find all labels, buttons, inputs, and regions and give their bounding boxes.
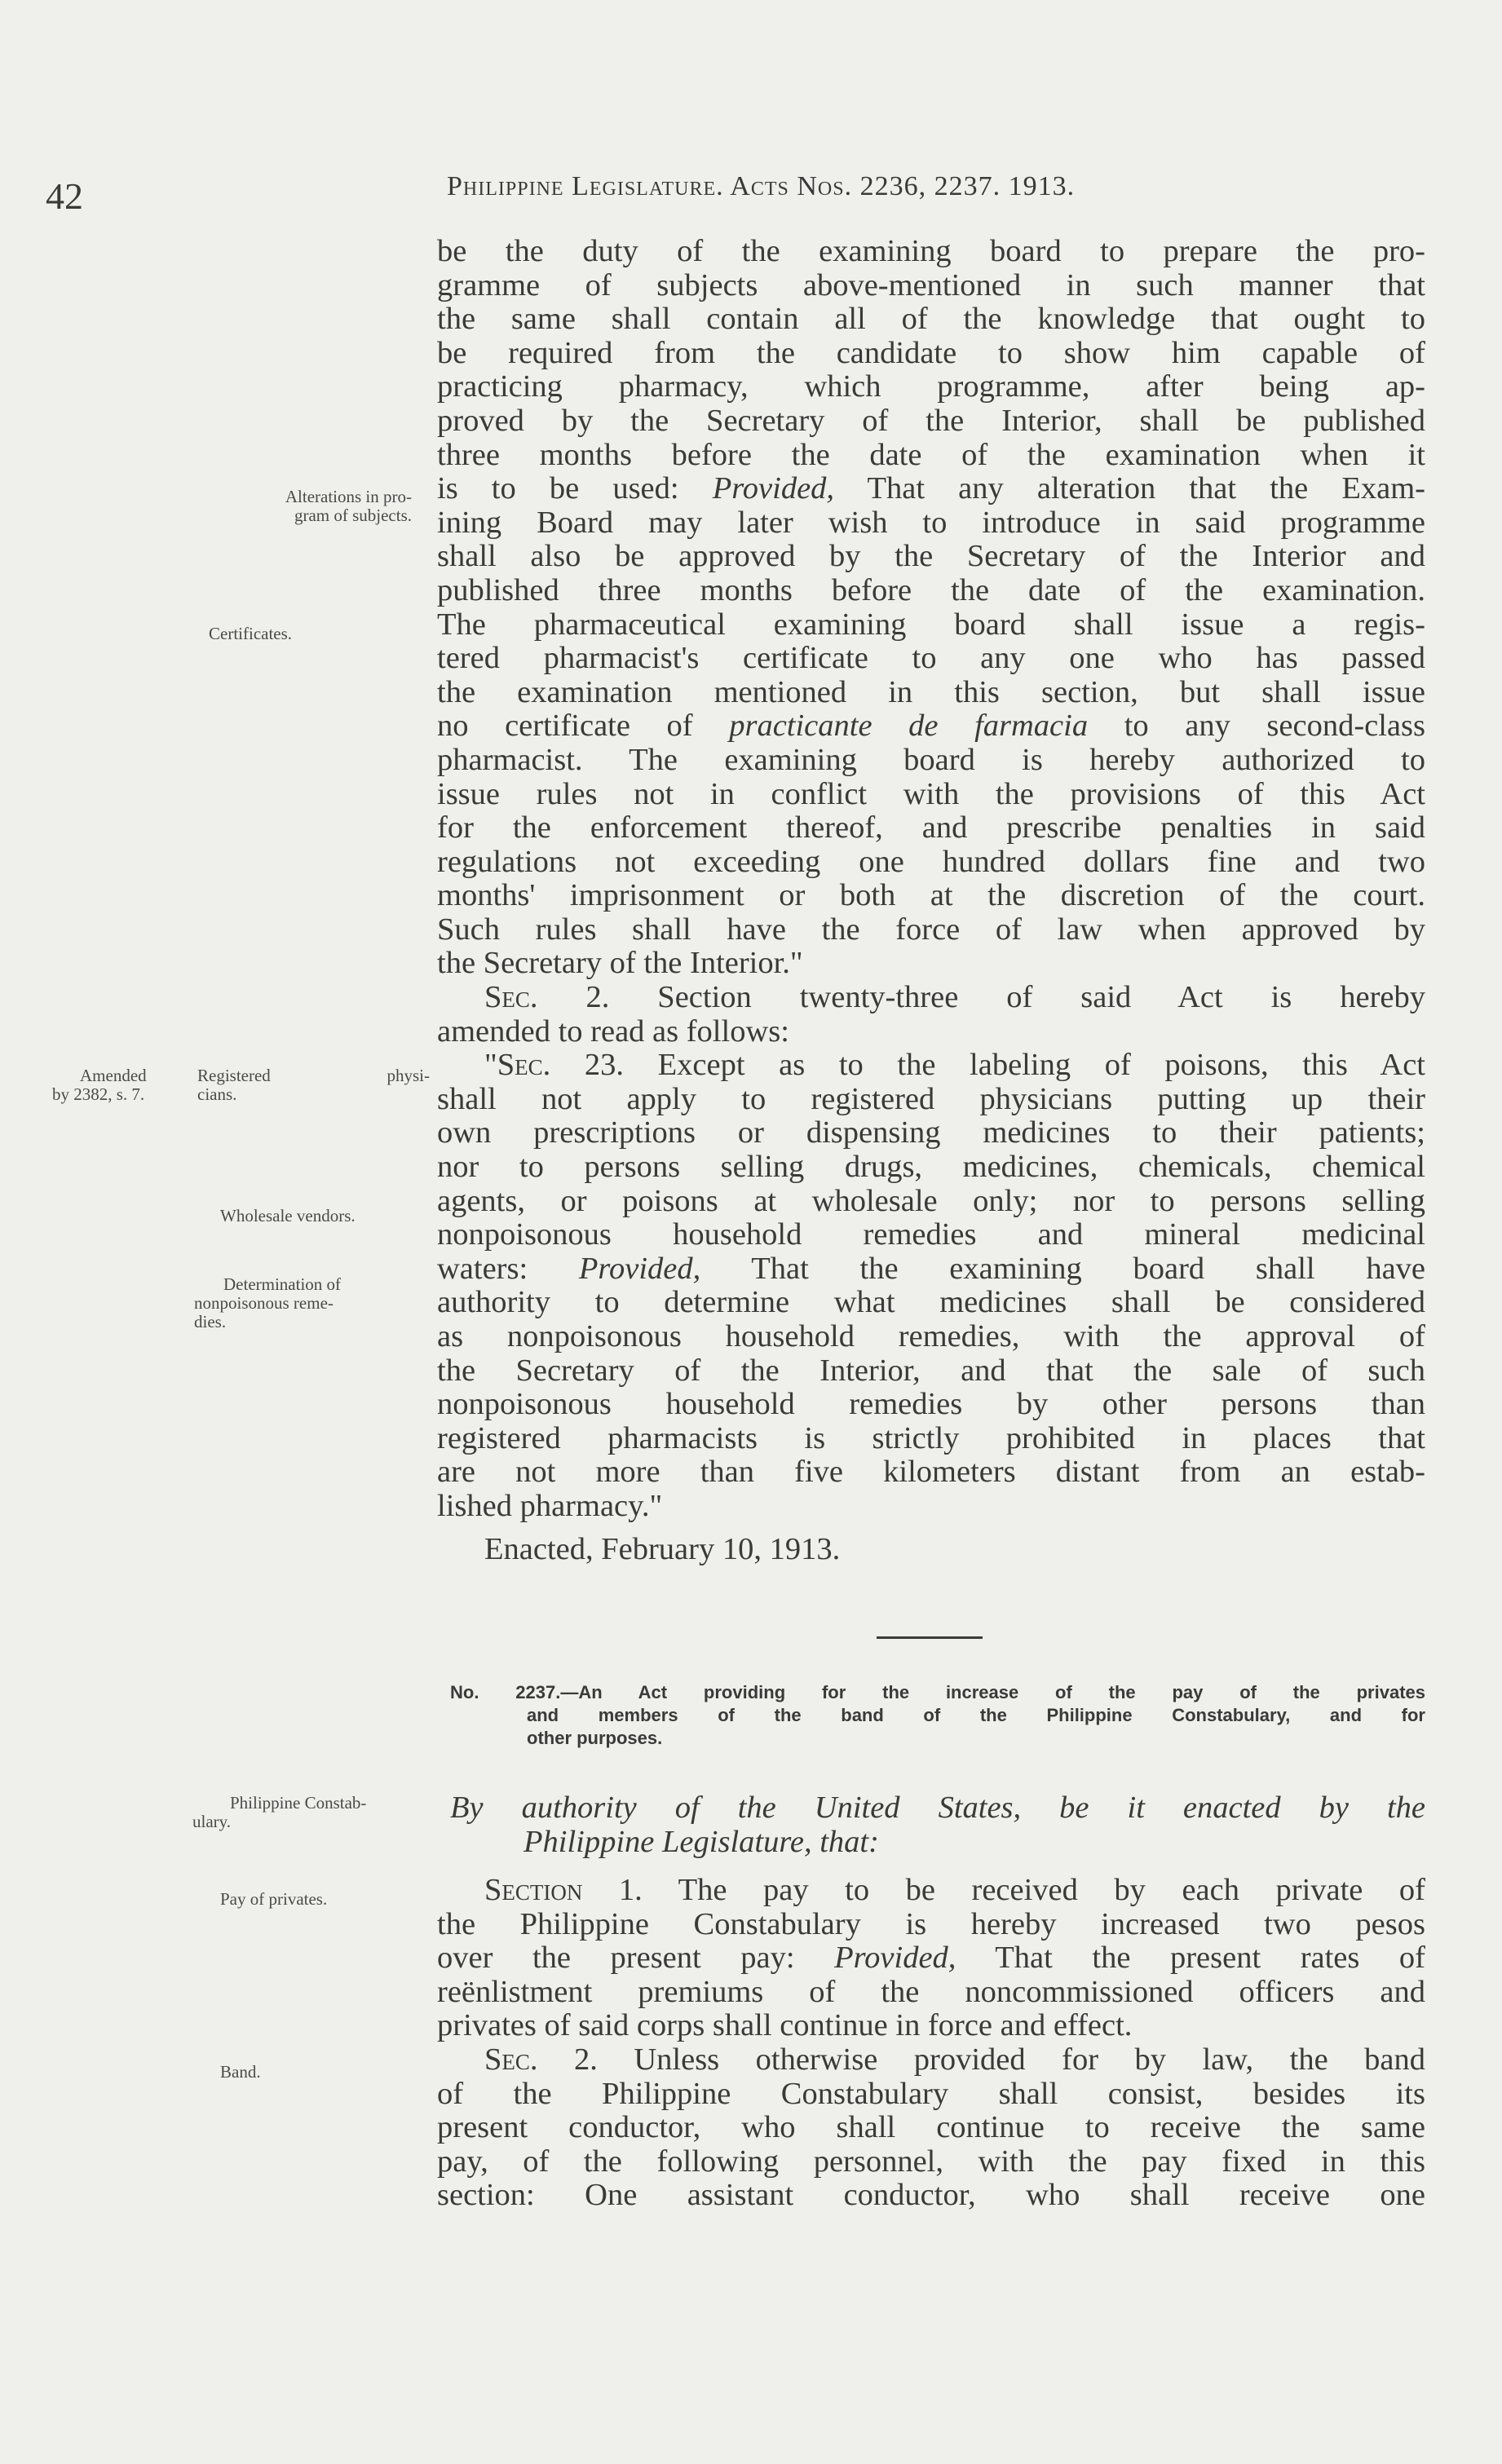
text-line: shall not apply to registered physicians putting up their bbox=[437, 1081, 1425, 1116]
text-line: tered pharmacist's certificate to any one who has passed bbox=[437, 641, 1425, 676]
text-line: the same shall contain all of the knowledge that ought to bbox=[437, 302, 1425, 337]
text-line: privates of said corps shall continue in force and effect. bbox=[437, 2008, 1133, 2043]
margin-note-pay: Pay of privates. bbox=[220, 1889, 328, 1909]
margin-note-alterations: Alterations in pro- gram of subjects. bbox=[285, 487, 412, 525]
text-line: pharmacist. The examining board is hereby authorized to bbox=[437, 742, 1425, 777]
text-line: three months before the date of the examination when it bbox=[437, 437, 1425, 472]
text-line: section: One assistant conductor, who shall receive one bbox=[437, 2178, 1425, 2213]
margin-note-determination: Determination of nonpoisonous reme- dies. bbox=[194, 1274, 342, 1331]
text-line: own prescriptions or dispensing medicines to their patients; bbox=[437, 1115, 1425, 1150]
enacted-date: Enacted, February 10, 1913. bbox=[484, 1532, 841, 1566]
text-line: as nonpoisonous household remedies, with the approval of bbox=[437, 1319, 1425, 1353]
margin-note-certificates: Certificates. bbox=[209, 624, 293, 643]
text-line: no certificate of practicante de farmacia to any second-class bbox=[437, 709, 1425, 744]
running-head: Philippine Legislature. Acts Nos. 2236, 2237. 1913. bbox=[447, 171, 1076, 201]
text-line: proved by the Secretary of the Interior, shall be published bbox=[437, 403, 1425, 438]
text-line: agents, or poisons at wholesale only; nor to persons selling bbox=[437, 1183, 1425, 1218]
text-line: the Secretary of the Interior, and that the sale of such bbox=[437, 1353, 1425, 1388]
act-2236-text bbox=[437, 235, 1425, 1524]
margin-note-amended: Amended by 2382, s. 7. bbox=[52, 1066, 147, 1104]
text-line: waters: Provided, That the examining board shall have bbox=[437, 1251, 1425, 1286]
act-2237-text bbox=[437, 1874, 1425, 2213]
text-line: published three months before the date of the examination. bbox=[437, 572, 1425, 607]
page-number: 42 bbox=[46, 175, 83, 217]
text-line: is to be used: Provided, That any alteration that the Exam- bbox=[437, 471, 1425, 506]
enacting-clause: By authority of the United States, be it enacted by the Philippine Legislature, that: bbox=[450, 1791, 1425, 1859]
margin-note-constabulary: Philippine Constab- ulary. bbox=[192, 1793, 367, 1831]
text-line: The pharmaceutical examining board shall issue a regis- bbox=[437, 607, 1425, 642]
text-line: over the present pay: Provided, That the present rates of bbox=[437, 1941, 1425, 1976]
text-line: ining Board may later wish to introduce in said programme bbox=[437, 505, 1425, 540]
text-line: be required from the candidate to show him capable of bbox=[437, 335, 1425, 370]
text-line: nor to persons selling drugs, medicines, chemicals, chemical bbox=[437, 1150, 1425, 1185]
text-line: regulations not exceeding one hundred dollars fine and two bbox=[437, 844, 1425, 879]
text-line: months' imprisonment or both at the discretion of the court. bbox=[437, 878, 1425, 913]
text-line: gramme of subjects above-mentioned in such manner that bbox=[437, 267, 1425, 302]
section-2-heading-line: Sec. 2. Unless otherwise provided for by law, the band bbox=[484, 2042, 1425, 2077]
text-line: lished pharmacy." bbox=[437, 1488, 663, 1523]
margin-note-wholesale: Wholesale vendors. bbox=[220, 1206, 356, 1225]
text-line: authority to determine what medicines shall be considered bbox=[437, 1285, 1425, 1320]
text-line: present conductor, who shall continue to receive the same bbox=[437, 2110, 1425, 2145]
text-line: the examination mentioned in this section, but shall issue bbox=[437, 674, 1425, 709]
margin-note-registered-physicians: Registered physi- cians. bbox=[197, 1066, 430, 1104]
text-line: Such rules shall have the force of law when approved by bbox=[437, 912, 1425, 947]
text-line: of the Philippine Constabulary shall consist, besides its bbox=[437, 2076, 1425, 2111]
text-line: be the duty of the examining board to prepare the pro- bbox=[437, 234, 1425, 268]
text-line: reënlistment premiums of the noncommissioned officers and bbox=[437, 1974, 1425, 2009]
section-23-heading-line: "Sec. 23. Except as to the labeling of poisons, this Act bbox=[484, 1048, 1426, 1083]
text-line: practicing pharmacy, which programme, after being ap- bbox=[437, 369, 1425, 404]
section-divider bbox=[877, 1636, 983, 1639]
section-1-heading-line: Section 1. The pay to be received by each private of bbox=[484, 1873, 1425, 1907]
text-line: registered pharmacists is strictly prohibited in places that bbox=[437, 1420, 1425, 1455]
text-line: pay, of the following personnel, with the pay fixed in this bbox=[437, 2144, 1425, 2179]
text-line: shall also be approved by the Secretary of the Interior and bbox=[437, 539, 1425, 574]
text-line: for the enforcement thereof, and prescribe penalties in said bbox=[437, 810, 1425, 846]
text-line: amended to read as follows: bbox=[437, 1013, 789, 1049]
text-line: the Secretary of the Interior." bbox=[437, 946, 803, 981]
text-line: are not more than five kilometers distant from an estab- bbox=[437, 1455, 1425, 1490]
margin-note-band: Band. bbox=[220, 2062, 261, 2082]
text-line: nonpoisonous household remedies and mineral medicinal bbox=[437, 1217, 1425, 1252]
text-line: issue rules not in conflict with the provisions of this Act bbox=[437, 776, 1425, 811]
text-line: nonpoisonous household remedies by other persons than bbox=[437, 1387, 1425, 1422]
text-line: the Philippine Constabulary is hereby increased two pesos bbox=[437, 1906, 1425, 1941]
act-2237-title: No. 2237.—An Act providing for the increase of the pay of the privates and members of the band of the Philippine Constabulary, and for other purposes. bbox=[450, 1682, 1425, 1748]
section-2-heading-line: Sec. 2. Section twenty-three of said Act is hereby bbox=[484, 980, 1425, 1015]
